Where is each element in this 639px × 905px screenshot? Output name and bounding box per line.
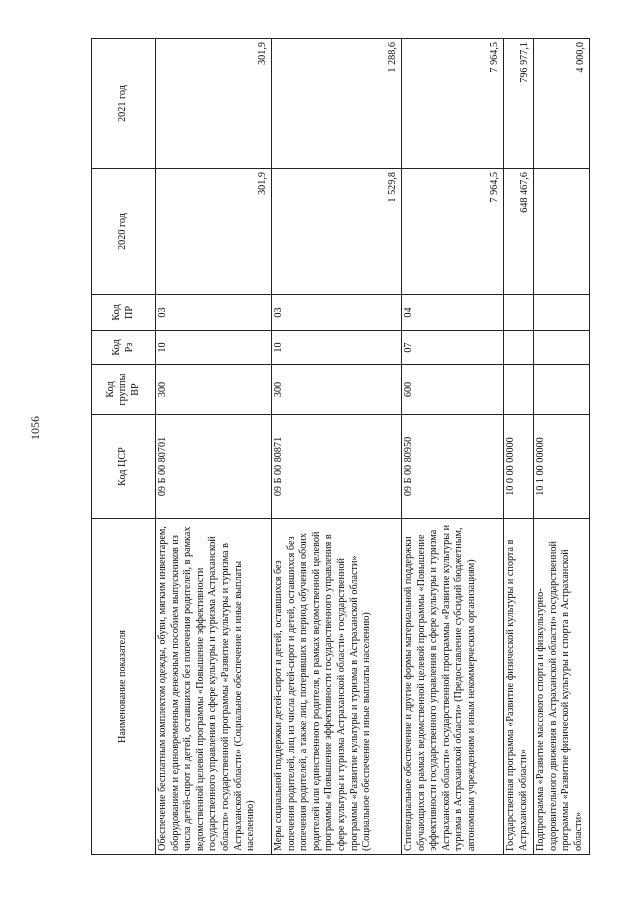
value-2021: 7 964,5 — [402, 39, 504, 169]
header-pr-code: Код ПР — [92, 295, 156, 331]
pr-code: 04 — [402, 295, 504, 331]
indicator-name: Стипендиальное обеспечение и другие формы материальной поддержки обучающихся в рамках ведомственной целевой программы «Повышение эффективности государственного управления в сфере культуры и туризма Астраханской области» государственной программы «Развитие культуры и туризма в Астраханской области» (Предоставление субсидий бюджетным, автономным учреждениям и иным некоммерческим организациям) — [402, 519, 504, 855]
rz-code: 07 — [402, 331, 504, 365]
csr-code: 10 0 00 00000 — [504, 415, 534, 519]
page-number: 1056 — [28, 416, 42, 440]
pr-code — [534, 295, 590, 331]
rz-code: 10 — [272, 331, 402, 365]
csr-code: 09 Б 00 80950 — [402, 415, 504, 519]
csr-code: 09 Б 00 80701 — [156, 415, 272, 519]
rotated-page — [91, 39, 589, 855]
value-2021: 4 000,0 — [534, 39, 590, 169]
value-2020: 7 964,5 — [402, 169, 504, 295]
table-row — [402, 39, 504, 855]
header-csr-code: Код ЦСР — [92, 415, 156, 519]
value-2021: 796 977,1 — [504, 39, 534, 169]
table-row — [272, 39, 402, 855]
pr-code: 03 — [156, 295, 272, 331]
rz-code — [504, 331, 534, 365]
rz-code — [534, 331, 590, 365]
value-2020: 301,9 — [156, 169, 272, 295]
table-header-row — [92, 39, 156, 855]
vr-code: 300 — [156, 365, 272, 415]
indicator-name: Меры социальной поддержки детей-сирот и детей, оставшихся без попечения родителей, лиц из числа детей-сирот и детей, оставшихся без попечения родителей, а также лиц, потерявших в период обучения обоих родителей или единственного родителя, в рамках ведомственной целевой программы «Повышение эффективности государственного управления в сфере культуры и туризма Астраханской области» государственной программы «Развитие культуры и туризма в Астраханской области» (Социальное обеспечение и иные выплаты населению) — [272, 519, 402, 855]
vr-code: 300 — [272, 365, 402, 415]
header-year-2020: 2020 год — [92, 169, 156, 295]
value-2021: 301,9 — [156, 39, 272, 169]
header-indicator-name: Наименование показателя — [92, 519, 156, 855]
csr-code: 09 Б 00 80871 — [272, 415, 402, 519]
rz-code: 10 — [156, 331, 272, 365]
vr-code: 600 — [402, 365, 504, 415]
table-row — [504, 39, 534, 855]
indicator-name: Подпрограмма «Развитие массового спорта и физкультурно-оздоровительного движения в Астраханской области» государственной программы «Развитие физической культуры и спорта в Астраханской области» — [534, 519, 590, 855]
csr-code: 10 1 00 00000 — [534, 415, 590, 519]
value-2021: 1 288,6 — [272, 39, 402, 169]
value-2020: 648 467,6 — [504, 169, 534, 295]
value-2020: 1 529,8 — [272, 169, 402, 295]
table-row — [156, 39, 272, 855]
vr-code — [504, 365, 534, 415]
indicator-name: Государственная программа «Развитие физической культуры и спорта в Астраханской области» — [504, 519, 534, 855]
vr-code — [534, 365, 590, 415]
table-row — [534, 39, 590, 855]
pr-code: 03 — [272, 295, 402, 331]
header-rz-code: Код Рз — [92, 331, 156, 365]
pr-code — [504, 295, 534, 331]
budget-table — [91, 38, 590, 855]
header-year-2021: 2021 год — [92, 39, 156, 169]
header-vr-code: Код группы ВР — [92, 365, 156, 415]
value-2020 — [534, 169, 590, 295]
indicator-name: Обеспечение бесплатным комплектом одежды, обуви, мягким инвентарем, оборудованием и единовременным денежным пособием выпускников из числа детей-сирот и детей, оставшихся без попечения родителей, в рамках ведомственной целевой программы «Повышение эффективности государственного управления в сфере культуры и туризма Астраханской области» государственной программы «Развитие культуры и туризма в Астраханской области» (Социальное обеспечение и иные выплаты населению) — [156, 519, 272, 855]
